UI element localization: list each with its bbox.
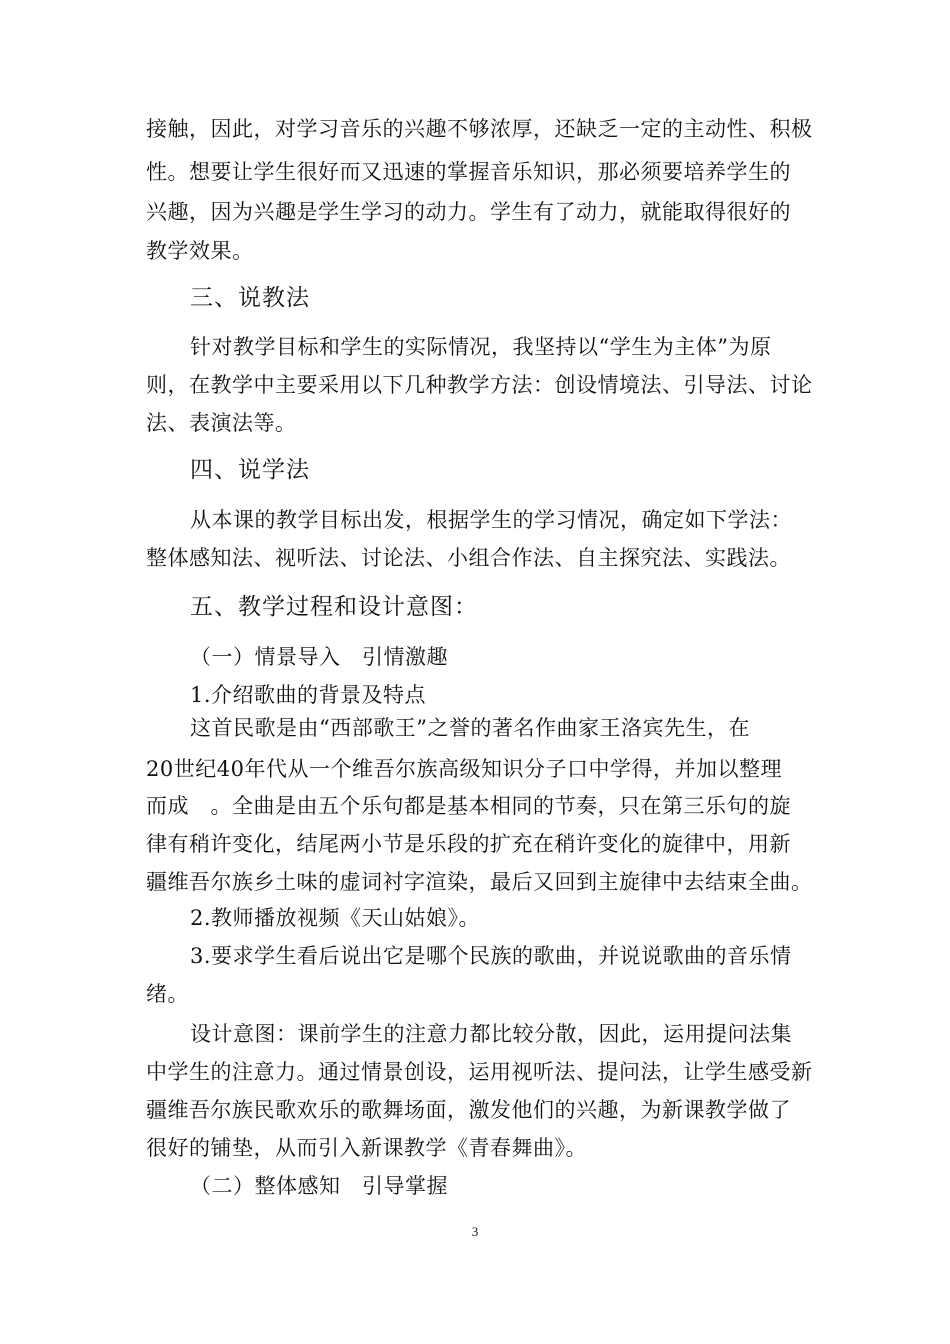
subsection-heading: （一）情景导入 引情激趣 [190, 645, 448, 669]
paragraph-line: 从本课的教学目标出发，根据学生的学习情况，确定如下学法： [190, 508, 792, 532]
paragraph-line: 性。想要让学生很好而又迅速的掌握音乐知识，那必须要培养学生的 [146, 160, 791, 184]
paragraph-line: 这首民歌是由“西部歌王”之誉的著名作曲家王洛宾先生，在 [190, 716, 750, 740]
paragraph-line: 20世纪40年代从一个维吾尔族高级知识分子口中学得，并加以整理 [146, 757, 782, 781]
page-number: 3 [471, 1224, 479, 1239]
paragraph-line: 法、表演法等。 [146, 411, 297, 435]
paragraph-line: 接触，因此，对学习音乐的兴趣不够浓厚，还缺乏一定的主动性、积极 [146, 117, 813, 141]
paragraph-line: 绪。 [146, 982, 189, 1006]
paragraph-line: 则，在教学中主要采用以下几种教学方法：创设情境法、引导法、讨论 [146, 373, 813, 397]
paragraph-line: 很好的铺垫，从而引入新课教学《青春舞曲》。 [146, 1136, 587, 1160]
list-item: 3.要求学生看后说出它是哪个民族的歌曲，并说说歌曲的音乐情 [190, 944, 792, 968]
section-heading: 四、说学法 [190, 457, 310, 483]
paragraph-line: 中学生的注意力。通过情景创设，运用视听法、提问法，让学生感受新 [146, 1060, 813, 1084]
list-item: 1.介绍歌曲的背景及特点 [190, 683, 427, 707]
paragraph-line: 兴趣，因为兴趣是学生学习的动力。学生有了动力，就能取得很好的 [146, 200, 791, 224]
section-heading: 五、教学过程和设计意图： [190, 594, 478, 620]
paragraph-line: 设计意图：课前学生的注意力都比较分散，因此，运用提问法集 [190, 1022, 792, 1046]
paragraph-line: 教学效果。 [146, 239, 254, 263]
paragraph-line: 疆维吾尔族民歌欢乐的歌舞场面，激发他们的兴趣，为新课教学做了 [146, 1098, 791, 1122]
paragraph-line: 而成 。全曲是由五个乐句都是基本相同的节奏，只在第三乐句的旋 [146, 794, 791, 818]
list-item: 2.教师播放视频《天山姑娘》。 [190, 906, 481, 930]
paragraph-line: 疆维吾尔族乡土味的虚词衬字渲染，最后又回到主旋律中去结束全曲。 [146, 870, 813, 894]
section-heading: 三、说教法 [190, 285, 310, 311]
paragraph-line: 整体感知法、视听法、讨论法、小组合作法、自主探究法、实践法。 [146, 546, 791, 570]
subsection-heading: （二）整体感知 引导掌握 [190, 1174, 448, 1198]
paragraph-line: 针对教学目标和学生的实际情况，我坚持以“学生为主体”为原 [190, 335, 772, 359]
paragraph-line: 律有稍许变化，结尾两小节是乐段的扩充在稍许变化的旋律中，用新 [146, 832, 791, 856]
